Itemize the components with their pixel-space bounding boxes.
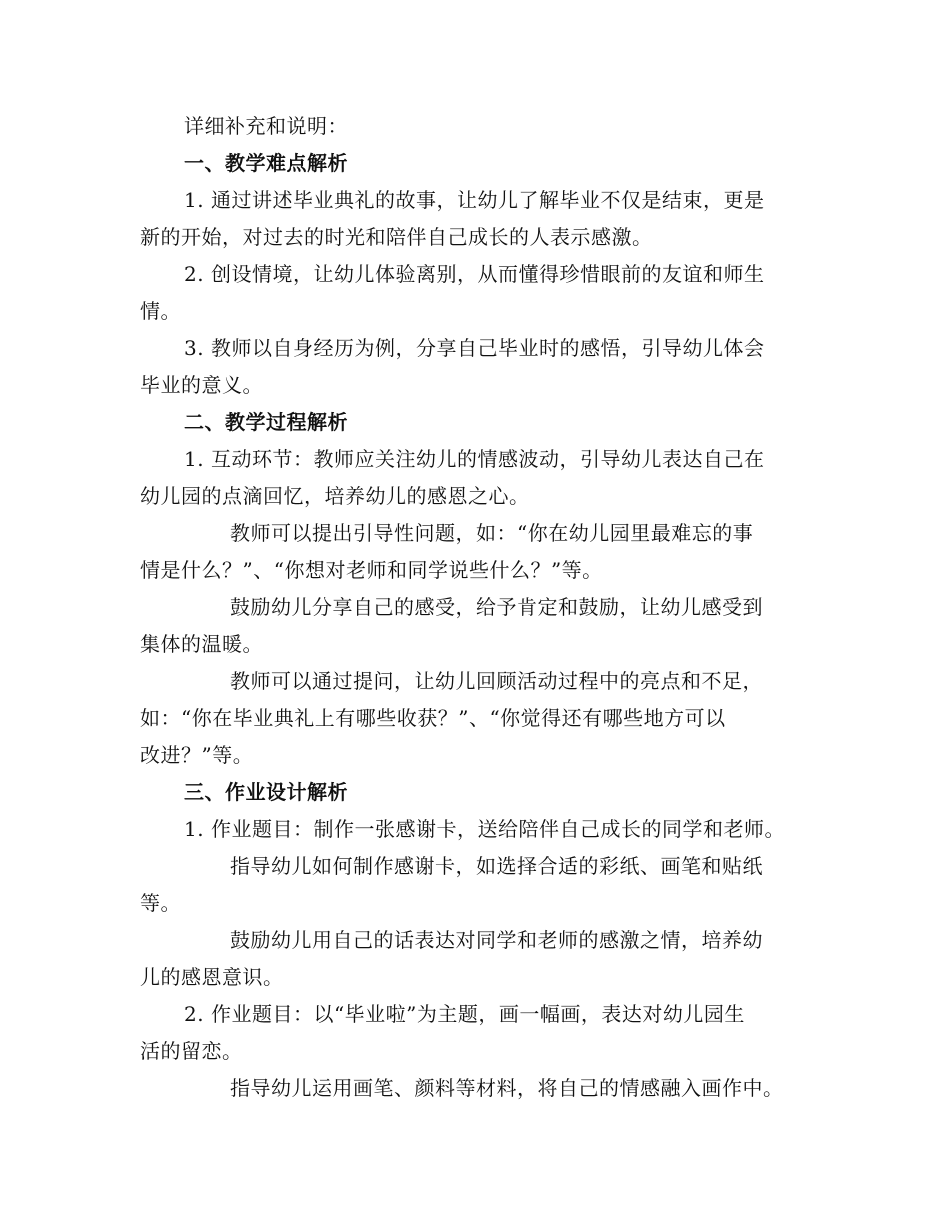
paragraph-line: 如：“你在毕业典礼上有哪些收获？”、“你觉得还有哪些地方可以 [140, 706, 726, 730]
paragraph-line: 集体的温暖。 [140, 632, 263, 656]
paragraph-line: 鼓励幼儿分享自己的感受，给予肯定和鼓励，让幼儿感受到 [230, 595, 763, 619]
paragraph-line: 活的留恋。 [140, 1039, 243, 1063]
paragraph-line: 改进？”等。 [140, 743, 254, 767]
paragraph-line: 1. 互动环节：教师应关注幼儿的情感波动，引导幼儿表达自己在 [184, 447, 765, 471]
paragraph-line: 1. 作业题目：制作一张感谢卡，送给陪伴自己成长的同学和老师。 [184, 817, 785, 841]
section-heading-3: 三、作业设计解析 [184, 780, 348, 804]
paragraph-line: 鼓励幼儿用自己的话表达对同学和老师的感激之情，培养幼 [230, 928, 763, 952]
paragraph-line: 1. 通过讲述毕业典礼的故事，让幼儿了解毕业不仅是结束，更是 [184, 188, 765, 212]
paragraph-line: 教师可以通过提问，让幼儿回顾活动过程中的亮点和不足， [230, 669, 763, 693]
paragraph-line: 幼儿园的点滴回忆，培养幼儿的感恩之心。 [140, 484, 530, 508]
paragraph-line: 等。 [140, 891, 181, 915]
paragraph-line: 指导幼儿如何制作感谢卡，如选择合适的彩纸、画笔和贴纸 [230, 854, 763, 878]
paragraph-line: 新的开始，对过去的时光和陪伴自己成长的人表示感激。 [140, 225, 653, 249]
section-heading-1: 一、教学难点解析 [184, 151, 348, 175]
intro-text: 详细补充和说明： [184, 114, 348, 138]
paragraph-line: 儿的感恩意识。 [140, 965, 284, 989]
paragraph-line: 情。 [140, 299, 181, 323]
section-heading-2: 二、教学过程解析 [184, 410, 348, 434]
paragraph-line: 教师可以提出引导性问题，如：“你在幼儿园里最难忘的事 [230, 521, 754, 545]
paragraph-line: 3. 教师以自身经历为例，分享自己毕业时的感悟，引导幼儿体会 [184, 336, 765, 360]
paragraph-line: 2. 作业题目：以“毕业啦”为主题，画一幅画，表达对幼儿园生 [184, 1002, 745, 1026]
paragraph-line: 毕业的意义。 [140, 373, 263, 397]
paragraph-line: 2. 创设情境，让幼儿体验离别，从而懂得珍惜眼前的友谊和师生 [184, 262, 765, 286]
paragraph-line: 指导幼儿运用画笔、颜料等材料，将自己的情感融入画作中。 [230, 1076, 784, 1100]
paragraph-line: 情是什么？”、“你想对老师和同学说些什么？”等。 [140, 558, 603, 582]
